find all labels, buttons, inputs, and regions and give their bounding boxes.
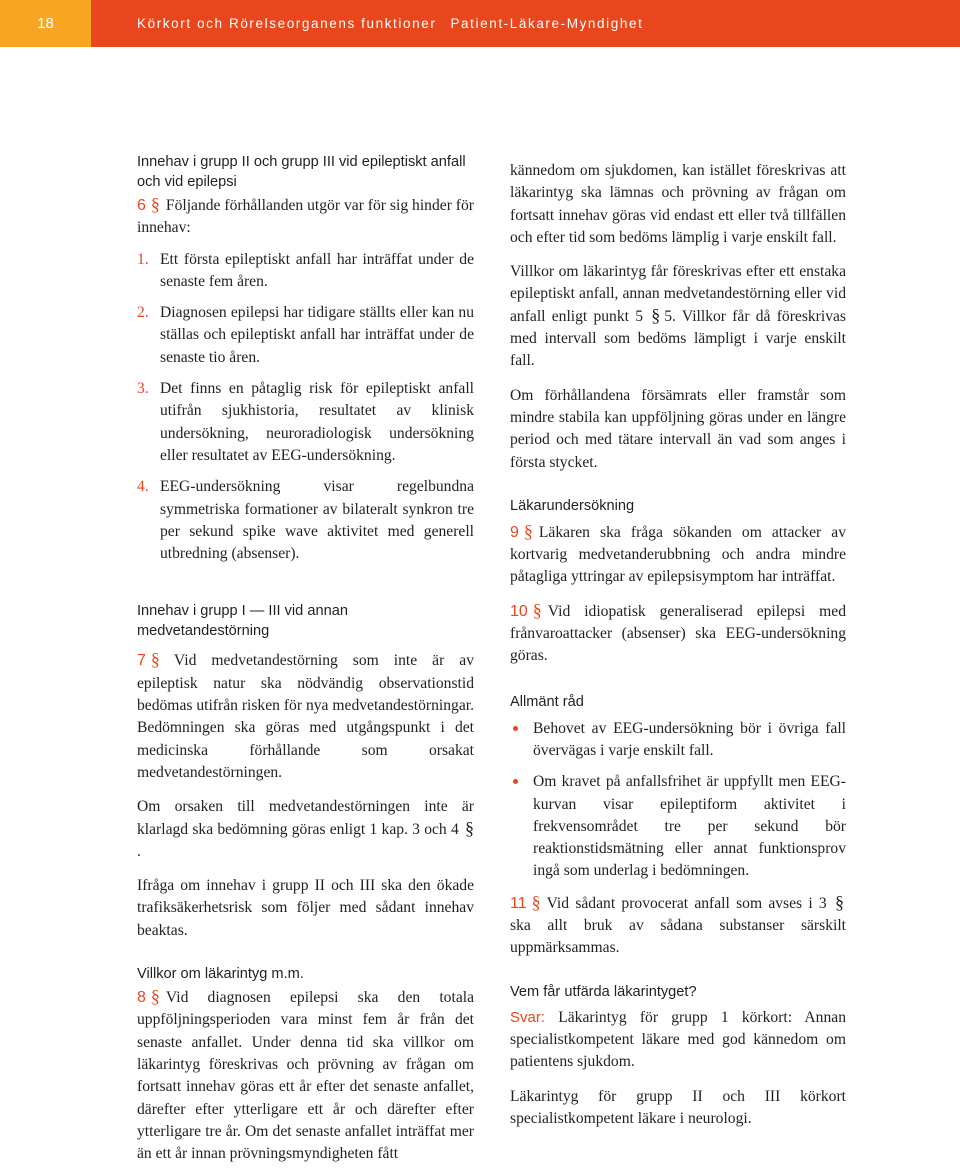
section-sign-icon: §	[150, 986, 160, 1007]
list-text: Om kravet på anfallsfrihet är uppfyllt men EEG-kurvan visar epileptiform aktivitet i frekvensområdet tre per sekund bör reaktionstidsmätning eller annat funktionsprov ingå som underlag i bedömningen.	[533, 773, 846, 880]
paragraph-number: 8	[137, 989, 146, 1007]
paragraph-number: 11	[510, 894, 527, 912]
heading-epilepsi: Innehav i grupp II och grupp III vid epileptiskt anfall och vid epilepsi	[137, 154, 466, 190]
bullet-icon	[513, 726, 518, 731]
paragraph-orsaken	[137, 796, 474, 863]
heading-allmant-rad: Allmänt råd	[510, 693, 584, 710]
paragraph-9	[510, 522, 846, 589]
section-sign-icon: §	[523, 520, 533, 541]
list-text: Behovet av EEG-undersökning bör i övriga fall övervägas i varje enskilt fall.	[533, 719, 846, 759]
paragraph-8	[137, 987, 474, 1165]
paragraph-text: Om orsaken till medvetandestörningen inte är klarlagd ska bedömning göras enligt 1 kap. 3 och 4	[137, 798, 474, 838]
paragraph-text: Vid idiopatisk generaliserad epilepsi med frånvaroattacker (absenser) ska EEG-undersökning göras.	[510, 602, 846, 665]
numbered-list	[137, 249, 474, 566]
heading-vem-far-utfarda: Vem får utfärda läkarintyget?	[510, 983, 697, 1000]
bullet-icon	[513, 779, 518, 784]
paragraph-villkor	[510, 261, 846, 372]
section-sign-icon: §	[651, 304, 661, 325]
paragraph-text: ska allt bruk av sådana substanser särskilt uppmärksammas.	[510, 917, 846, 957]
section-sign-icon: §	[531, 891, 541, 912]
paragraph-forsamrats: Om förhållandena försämrats eller framstår som mindre stabila kan uppföljning göras under en längre period och med tätare intervall än vad som anges i första stycket.	[510, 386, 846, 471]
right-column	[510, 160, 846, 1130]
paragraph-7	[137, 650, 474, 784]
paragraph-number: 10	[510, 602, 528, 620]
running-head-subtitle: Patient-Läkare-Myndighet	[450, 16, 644, 31]
paragraph-continuation: kännedom om sjukdomen, kan istället föreskrivas att läkarintyg ska lämnas och prövning av frågan om fortsatt innehav göras vid endast ett eller två tillfällen och efter tid som bedöms lämplig i varje enskilt fall.	[510, 162, 846, 246]
list-item	[137, 476, 474, 565]
list-number: 2.	[137, 304, 149, 322]
list-text: EEG-undersökning visar regelbundna symmetriska formationer av bilateralt synkron tre per sekund spike wave aktivitet med generell utbredning (absenser).	[160, 478, 474, 563]
paragraph-svar	[510, 1007, 846, 1074]
list-text: Det finns en påtaglig risk för epileptiskt anfall utifrån sjukhistoria, resultatet av klinisk undersökning, neuroradiologisk undersökning eller resultatet av EEG-undersökning.	[160, 380, 474, 464]
paragraph-text: Läkaren ska fråga sökanden om attacker av kortvarig medvetanderubbning och andra mindre påtagliga yttringar av epilepsisymptom har inträffat.	[510, 523, 846, 586]
running-head-title: Körkort och Rörelseorganens funktioner	[137, 16, 437, 31]
heading-villkor: Villkor om läkarintyg m.m.	[137, 966, 304, 983]
paragraph-10	[510, 601, 846, 668]
bullet-list	[510, 718, 846, 883]
paragraph-text: Vid sådant provocerat anfall som avses i 3	[546, 894, 827, 912]
page-header	[0, 0, 960, 47]
page-number: 18	[0, 0, 91, 47]
paragraph-11	[510, 893, 846, 960]
list-number: 3.	[137, 380, 149, 398]
section-sign-icon: §	[464, 817, 474, 838]
list-item	[137, 378, 474, 467]
paragraph-text: Läkarintyg för grupp 1 körkort: Annan specialistkompetent läkare med god kännedom om patientens sjukdom.	[510, 1008, 846, 1071]
paragraph-text: Vid diagnosen epilepsi ska den totala uppföljningsperioden vara minst fem år från det senaste anfallet. Under denna tid ska villkor om läkarintyg föreskrivas och prövning av frågan om fortsatt innehav göras ett år efter det senaste anfallet, därefter efter ytterligare ett år och därefter efter ytterligare tre år. Om det senaste anfallet inträffat mer än ett år innan prövningsmyndigheten fått	[137, 989, 474, 1163]
heading-lakarundersokning: Läkarundersökning	[510, 497, 635, 514]
paragraph-number: 9	[510, 523, 519, 541]
paragraph-text: Villkor om läkarintyg får föreskrivas efter ett enstaka epileptiskt anfall, annan medvetandestörning eller vid anfall enligt punkt 5	[510, 263, 846, 325]
paragraph-number: 7	[137, 652, 146, 670]
svar-label: Svar:	[510, 1008, 546, 1026]
list-item	[137, 249, 474, 294]
section-sign-icon: §	[150, 649, 160, 670]
paragraph-text-end: .	[137, 842, 141, 860]
paragraph-grupp2: Läkarintyg för grupp II och III körkort specialistkompetent läkare i neurologi.	[510, 1087, 846, 1127]
list-item	[510, 771, 846, 882]
list-number: 1.	[137, 250, 149, 268]
paragraph-text: Följande förhållanden utgör var för sig hinder för innehav:	[137, 197, 474, 237]
left-column	[137, 152, 474, 1165]
section-sign-icon: §	[150, 194, 160, 214]
paragraph-ifraga: Ifråga om innehav i grupp II och III ska den ökade trafiksäkerhetsrisk som följer med sådant innehav beaktas.	[137, 877, 474, 939]
paragraph-text: Vid medvetandestörning som inte är av epileptisk natur ska nödvändig observationstid bedömas utifrån risken för nya medvetandestörningar. Bedömningen ska göras med utgångspunkt i det medicinska förhållande som orsakat medvetandestörningen.	[137, 652, 474, 781]
list-text: Ett första epileptiskt anfall har inträffat under de senaste fem åren.	[160, 250, 474, 290]
heading-annan-medvetandestorning: Innehav i grupp I — III vid annan medvetandestörning	[137, 603, 348, 640]
list-item	[510, 718, 846, 763]
paragraph-number: 6	[137, 197, 146, 214]
section-sign-icon: §	[532, 599, 542, 620]
running-head	[137, 0, 643, 47]
list-text: Diagnosen epilepsi har tidigare ställts eller kan nu ställas och epileptiskt anfall har inträffat under de senaste tio åren.	[160, 304, 474, 366]
paragraph-text: 5. Villkor får då föreskrivas med intervall som bedöms lämpligt i varje enskilt fall.	[510, 307, 846, 370]
list-number: 4.	[137, 478, 149, 496]
section-sign-icon: §	[835, 891, 844, 912]
list-item	[137, 302, 474, 369]
paragraph-6	[137, 195, 474, 240]
